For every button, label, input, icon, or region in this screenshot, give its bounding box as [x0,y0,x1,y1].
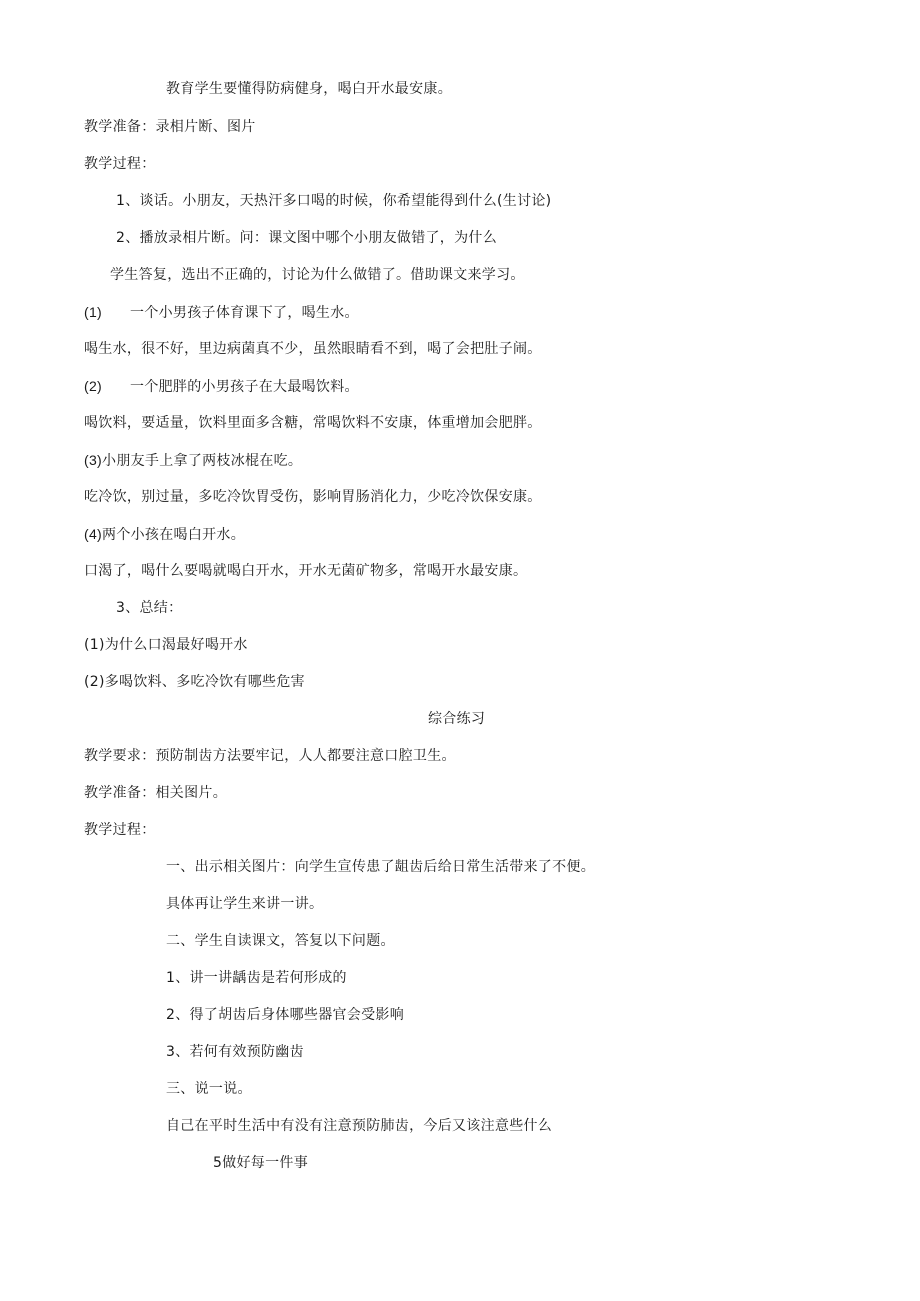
case-1 [84,303,359,322]
teaching-process-label-2: 教学过程： [84,822,156,838]
case-text: 一个肥胖的小男孩子在大最喝饮料。 [130,379,359,395]
question-3: 3、若何有效预防幽齿 [166,1044,304,1060]
case-4 [84,525,245,544]
next-lesson-heading: 5做好每一件事 [213,1155,309,1171]
question-1: 1、讲一讲龋齿是若何形成的 [166,970,347,986]
case-marker: (1) [84,304,103,320]
lesson-goal: 教育学生要懂得防病健身，喝白开水最安康。 [166,81,452,97]
case-marker: (2) [84,378,103,394]
case-2-explanation: 喝饮料，要适量，饮料里面多含糖，常喝饮料不安康，体重增加会肥胖。 [84,415,542,431]
process-line-3: 二、学生自读课文，答复以下问题。 [166,933,395,949]
case-4-explanation: 口渴了，喝什么要喝就喝白开水，开水无菌矿物多，常喝开水最安康。 [84,563,528,579]
case-marker: (3) [84,452,103,468]
teaching-preparation: 教学准备：录相片断、图片 [84,119,256,135]
process-line-2: 具体再让学生来讲一讲。 [166,896,324,912]
summary-label: 3、总结： [116,600,183,616]
teaching-preparation-2: 教学准备：相关图片。 [84,785,227,801]
process-line-say: 三、说一说。 [166,1081,252,1097]
answer-intro: 学生答复，选出不正确的，讨论为什么做错了。借助课文来学习。 [110,267,525,283]
case-1-explanation: 喝生水，很不好，里边病菌真不少，虽然眼睛看不到，喝了会把肚子闹。 [84,341,542,357]
case-3-explanation: 吃冷饮，别过量，多吃冷饮胃受伤，影响胃肠消化力，少吃冷饮保安康。 [84,489,542,505]
section-title: 综合练习 [428,711,486,727]
case-3 [84,451,302,470]
case-marker: (4) [84,526,103,542]
teaching-requirement: 教学要求：预防制齿方法要牢记，人人都要注意口腔卫生。 [84,748,456,764]
case-text: 两个小孩在喝白开水。 [102,527,246,543]
process-line-reflect: 自己在平时生活中有没有注意预防肺齿，今后又该注意些什么 [166,1118,553,1134]
teaching-process-label: 教学过程： [84,156,156,172]
summary-item-1: (1)为什么口渴最好喝开水 [84,637,248,653]
case-text: 小朋友手上拿了两枝冰棍在吃。 [102,453,303,469]
step-1: 1、谈话。小朋友，天热汗多口喝的时候，你希望能得到什么(生讨论) [116,193,552,209]
summary-item-2: (2)多喝饮料、多吃冷饮有哪些危害 [84,674,305,690]
case-text: 一个小男孩子体育课下了，喝生水。 [130,305,359,321]
process-line-1: 一、出示相关图片：向学生宣传患了龃齿后给日常生活带来了不便。 [166,859,595,875]
case-2 [84,377,359,396]
question-2: 2、得了胡齿后身体哪些器官会受影响 [166,1007,405,1023]
step-2: 2、播放录相片断。问：课文图中哪个小朋友做错了，为什么 [116,230,498,246]
